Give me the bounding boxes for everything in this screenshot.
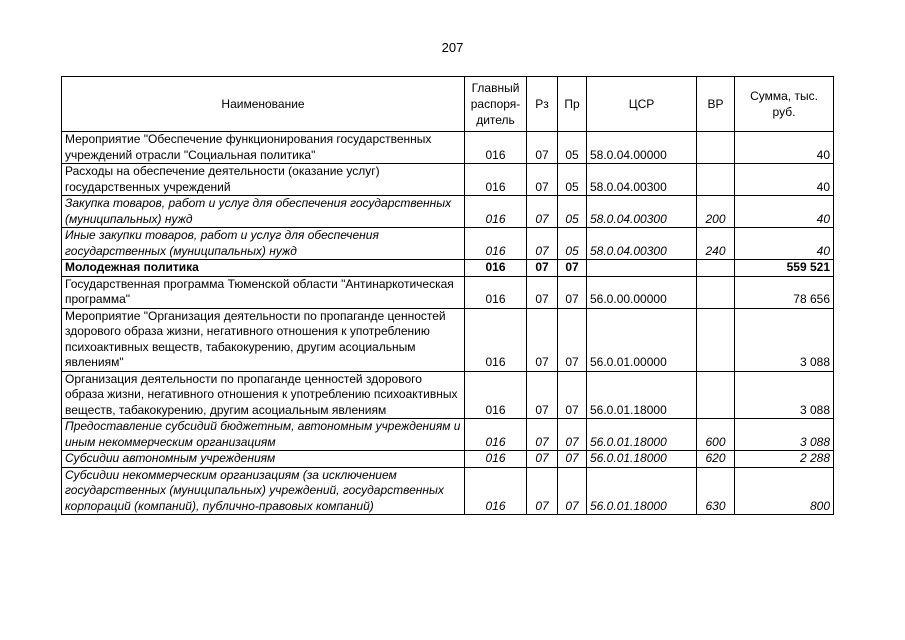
cell-vr: 600 <box>697 419 735 451</box>
cell-main-manager: 016 <box>465 228 527 260</box>
header-csr: ЦСР <box>587 77 697 132</box>
table-row <box>62 467 834 515</box>
cell-pr: 05 <box>558 228 587 260</box>
cell-rz: 07 <box>527 419 558 451</box>
table-row <box>62 260 834 277</box>
cell-name: Государственная программа Тюменской области "Антинаркотическая программа" <box>62 276 465 308</box>
cell-name: Закупка товаров, работ и услуг для обеспечения государственных (муниципальных) нужд <box>62 196 465 228</box>
cell-rz: 07 <box>527 371 558 419</box>
cell-name: Молодежная политика <box>62 260 465 277</box>
cell-name: Предоставление субсидий бюджетным, автономным учреждениям и иным некоммерческим организациям <box>62 419 465 451</box>
cell-sum: 40 <box>735 132 834 164</box>
cell-csr: 58.0.04.00300 <box>587 196 697 228</box>
header-name: Наименование <box>62 77 465 132</box>
cell-pr: 05 <box>558 196 587 228</box>
cell-rz: 07 <box>527 228 558 260</box>
cell-rz: 07 <box>527 308 558 371</box>
budget-table <box>61 76 834 515</box>
cell-name: Мероприятие "Обеспечение функционирования государственных учреждений отрасли "Социальная политика" <box>62 132 465 164</box>
cell-sum: 3 088 <box>735 371 834 419</box>
cell-pr: 07 <box>558 419 587 451</box>
cell-rz: 07 <box>527 260 558 277</box>
cell-pr: 07 <box>558 308 587 371</box>
cell-sum: 2 288 <box>735 451 834 468</box>
cell-csr: 56.0.00.00000 <box>587 276 697 308</box>
cell-rz: 07 <box>527 276 558 308</box>
header-row <box>62 77 834 132</box>
header-sum: Сумма, тыс. руб. <box>735 77 834 132</box>
cell-main-manager: 016 <box>465 451 527 468</box>
table-row <box>62 196 834 228</box>
cell-vr: 620 <box>697 451 735 468</box>
table-row <box>62 228 834 260</box>
cell-pr: 07 <box>558 371 587 419</box>
table-row <box>62 164 834 196</box>
cell-csr: 58.0.04.00300 <box>587 228 697 260</box>
cell-csr: 56.0.01.18000 <box>587 467 697 515</box>
cell-main-manager: 016 <box>465 467 527 515</box>
header-vr: ВР <box>697 77 735 132</box>
cell-csr: 58.0.04.00000 <box>587 132 697 164</box>
cell-main-manager: 016 <box>465 260 527 277</box>
cell-rz: 07 <box>527 451 558 468</box>
cell-csr: 56.0.01.00000 <box>587 308 697 371</box>
cell-main-manager: 016 <box>465 164 527 196</box>
cell-rz: 07 <box>527 164 558 196</box>
cell-rz: 07 <box>527 467 558 515</box>
cell-vr <box>697 260 735 277</box>
header-pr: Пр <box>558 77 587 132</box>
cell-csr: 56.0.01.18000 <box>587 451 697 468</box>
table-row <box>62 132 834 164</box>
cell-sum: 40 <box>735 164 834 196</box>
cell-vr <box>697 308 735 371</box>
cell-vr <box>697 371 735 419</box>
cell-rz: 07 <box>527 196 558 228</box>
cell-name: Организация деятельности по пропаганде ценностей здорового образа жизни, негативного отношения к употреблению психоактивных веществ, табакокурению, другим асоциальным явлениям <box>62 371 465 419</box>
cell-main-manager: 016 <box>465 196 527 228</box>
table-row <box>62 419 834 451</box>
cell-pr: 07 <box>558 467 587 515</box>
cell-csr: 58.0.04.00300 <box>587 164 697 196</box>
cell-main-manager: 016 <box>465 419 527 451</box>
cell-sum: 800 <box>735 467 834 515</box>
cell-csr <box>587 260 697 277</box>
cell-name: Мероприятие "Организация деятельности по пропаганде ценностей здорового образа жизни, негативного отношения к употреблению психоактивных веществ, табакокурению, другим асоциальным явлениям" <box>62 308 465 371</box>
cell-vr <box>697 164 735 196</box>
cell-pr: 07 <box>558 260 587 277</box>
cell-sum: 3 088 <box>735 419 834 451</box>
header-rz: Рз <box>527 77 558 132</box>
cell-csr: 56.0.01.18000 <box>587 371 697 419</box>
cell-name: Субсидии некоммерческим организациям (за исключением государственных (муниципальных) учреждений, государственных корпораций (компаний), публично-правовых компаний) <box>62 467 465 515</box>
cell-sum: 559 521 <box>735 260 834 277</box>
cell-vr: 630 <box>697 467 735 515</box>
cell-pr: 07 <box>558 276 587 308</box>
cell-vr <box>697 132 735 164</box>
table-row <box>62 451 834 468</box>
header-main-manager: Главный распоря-дитель <box>465 77 527 132</box>
cell-pr: 05 <box>558 132 587 164</box>
cell-sum: 40 <box>735 196 834 228</box>
cell-main-manager: 016 <box>465 276 527 308</box>
cell-pr: 05 <box>558 164 587 196</box>
cell-vr <box>697 276 735 308</box>
cell-rz: 07 <box>527 132 558 164</box>
page-number: 207 <box>441 40 464 55</box>
table-row <box>62 276 834 308</box>
cell-vr: 200 <box>697 196 735 228</box>
cell-name: Субсидии автономным учреждениям <box>62 451 465 468</box>
cell-sum: 78 656 <box>735 276 834 308</box>
cell-main-manager: 016 <box>465 132 527 164</box>
cell-vr: 240 <box>697 228 735 260</box>
cell-csr: 56.0.01.18000 <box>587 419 697 451</box>
cell-name: Расходы на обеспечение деятельности (оказание услуг) государственных учреждений <box>62 164 465 196</box>
cell-main-manager: 016 <box>465 371 527 419</box>
cell-main-manager: 016 <box>465 308 527 371</box>
table-row <box>62 371 834 419</box>
table-row <box>62 308 834 371</box>
cell-name: Иные закупки товаров, работ и услуг для обеспечения государственных (муниципальных) нужд <box>62 228 465 260</box>
cell-sum: 40 <box>735 228 834 260</box>
cell-sum: 3 088 <box>735 308 834 371</box>
cell-pr: 07 <box>558 451 587 468</box>
